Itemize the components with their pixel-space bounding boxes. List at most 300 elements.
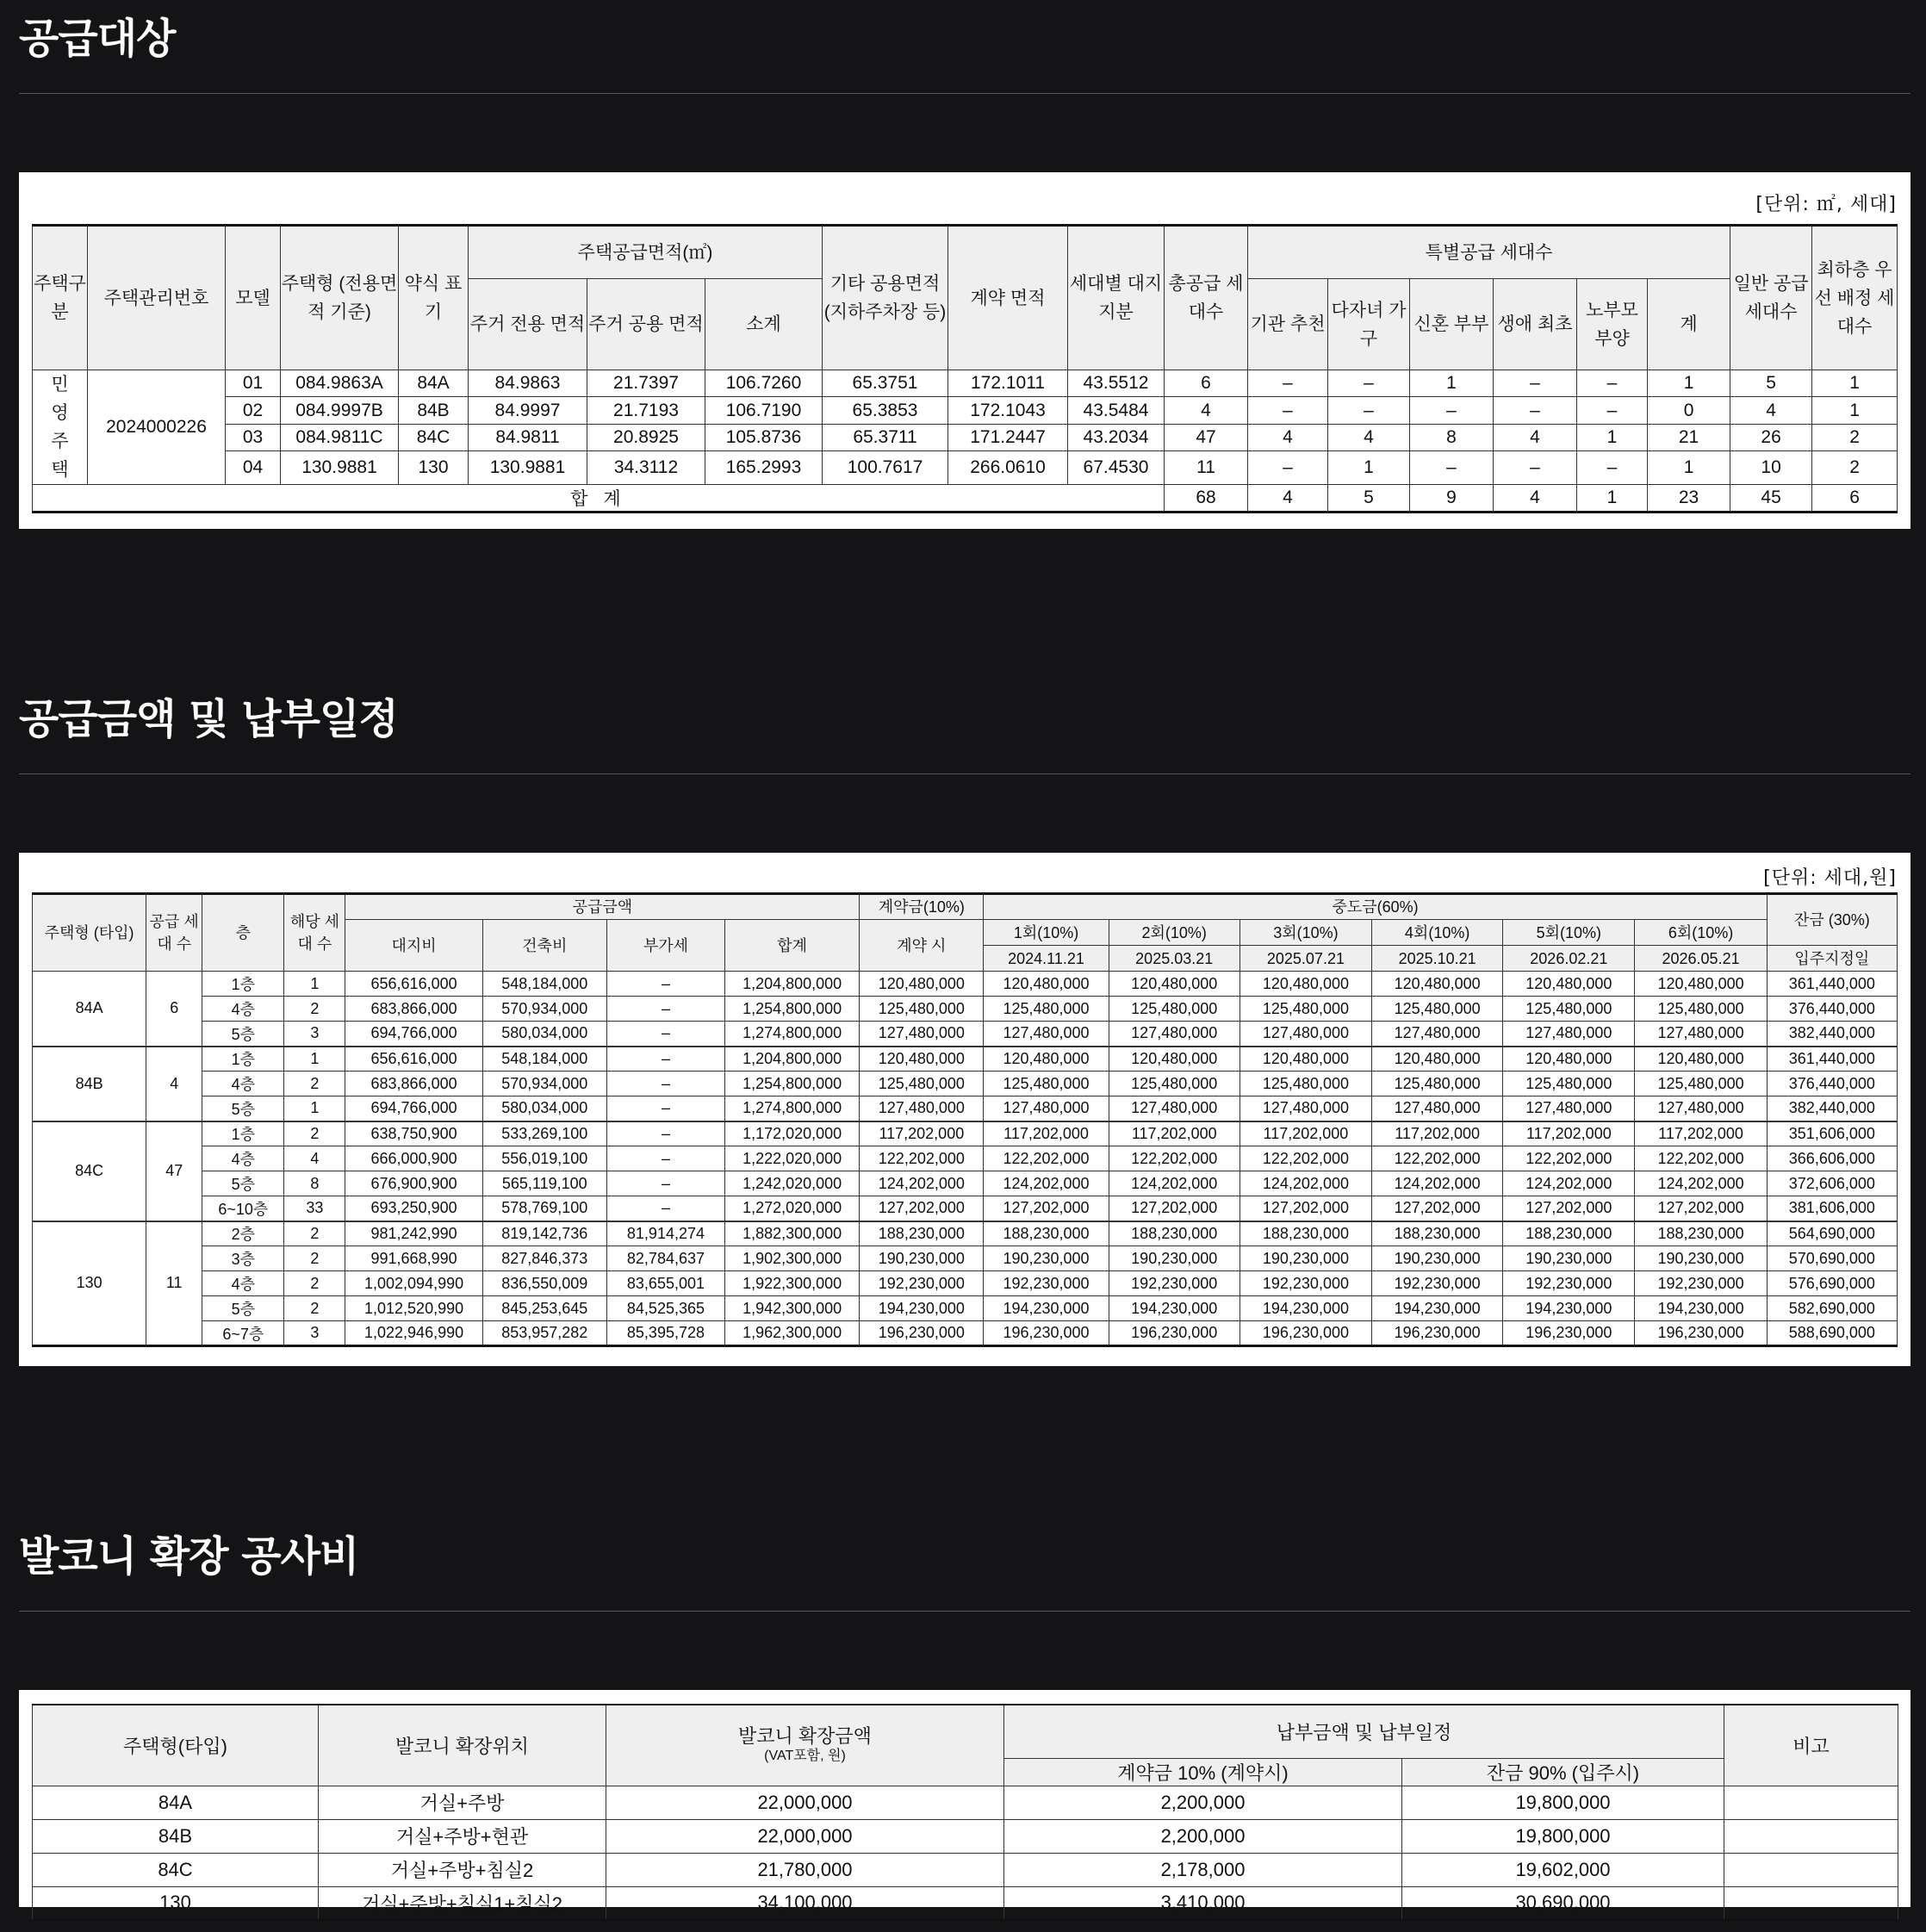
table-cell: 127,480,000	[1635, 1096, 1767, 1121]
table-cell: 192,230,000	[860, 1271, 984, 1296]
table-cell: 981,242,990	[345, 1221, 482, 1246]
header-mgmt-no: 주택관리번호	[88, 226, 226, 370]
table-cell: 196,230,000	[1372, 1321, 1503, 1346]
header-date-3: 2025.07.21	[1239, 946, 1371, 972]
table-cell: 127,480,000	[1503, 1096, 1635, 1121]
table-cell: 5층	[202, 1296, 284, 1321]
table-cell: 122,202,000	[1239, 1146, 1371, 1171]
table-cell: 1,922,300,000	[725, 1271, 860, 1296]
table-cell: 34,100,000	[606, 1886, 1004, 1920]
header-first-time: 생애 최초	[1494, 279, 1577, 370]
header-date-2: 2025.03.21	[1109, 946, 1239, 972]
table-cell: 376,440,000	[1767, 1072, 1897, 1096]
table-cell: –	[606, 1072, 724, 1096]
table-cell: 1	[284, 1047, 345, 1072]
header-middle-payment: 중도금(60%)	[984, 894, 1767, 920]
table-cell: 125,480,000	[1372, 997, 1503, 1022]
header-floor: 층	[202, 894, 284, 972]
header-special-supply: 특별공급 세대수	[1248, 226, 1730, 279]
header-sum: 합계	[725, 920, 860, 972]
table-cell: –	[606, 1047, 724, 1072]
header-land-share: 세대별 대지 지분	[1068, 226, 1165, 370]
table-cell: 366,606,000	[1767, 1146, 1897, 1171]
table-cell: 117,202,000	[1372, 1121, 1503, 1146]
table-cell: 570,934,000	[482, 1072, 606, 1096]
table-cell: 2층	[202, 1221, 284, 1246]
table-cell: 122,202,000	[984, 1146, 1109, 1171]
table-cell: 548,184,000	[482, 1047, 606, 1072]
table-cell: 190,230,000	[860, 1246, 984, 1271]
table-cell: 533,269,100	[482, 1121, 606, 1146]
table-cell: 125,480,000	[1109, 997, 1239, 1022]
table-cell: 1,204,800,000	[725, 1047, 860, 1072]
table-cell: 43.2034	[1068, 424, 1165, 450]
group-label: 민영주택	[33, 370, 88, 485]
table-cell: 188,230,000	[1503, 1221, 1635, 1246]
table-cell: 19,602,000	[1402, 1853, 1724, 1886]
table-cell: 26	[1730, 424, 1812, 450]
header-balance: 잔금 (30%)	[1767, 894, 1897, 946]
units-cell: 4	[146, 1047, 202, 1121]
table-cell: 127,202,000	[1635, 1196, 1767, 1221]
table-row	[33, 1853, 1898, 1886]
table-cell	[1724, 1786, 1898, 1819]
table-cell: 120,480,000	[1503, 972, 1635, 997]
table-cell: 120,480,000	[1372, 1047, 1503, 1072]
table-cell: 1,222,020,000	[725, 1146, 860, 1171]
table-cell: 4	[1494, 424, 1577, 450]
table-cell: 172.1011	[948, 370, 1068, 397]
unit-label: [단위: ㎡, 세대]	[1755, 194, 1897, 215]
table-cell: 2	[284, 1246, 345, 1271]
table-cell: 2	[284, 997, 345, 1022]
table-cell: 1,242,020,000	[725, 1171, 860, 1196]
table-cell: 2	[284, 1072, 345, 1096]
table-cell: 106.7190	[705, 397, 823, 424]
table-cell: –	[606, 1146, 724, 1171]
table-cell: 382,440,000	[1767, 1096, 1897, 1121]
table-cell: 125,480,000	[984, 997, 1109, 1022]
table-cell: 21.7397	[587, 370, 705, 397]
table-cell: 1,274,800,000	[725, 1096, 860, 1121]
table-cell: 188,230,000	[860, 1221, 984, 1246]
table-cell: –	[1494, 370, 1577, 397]
table-cell: 120,480,000	[1372, 972, 1503, 997]
table-cell: 084.9863A	[281, 370, 399, 397]
table-cell: 1,022,946,990	[345, 1321, 482, 1346]
table-cell: 171.2447	[948, 424, 1068, 450]
table-cell: 5층	[202, 1171, 284, 1196]
table-cell: 120,480,000	[1239, 972, 1371, 997]
table-cell: 43.5484	[1068, 397, 1165, 424]
table-cell: 8	[284, 1171, 345, 1196]
table-cell: 거실+주방+침실2	[319, 1853, 606, 1886]
table-cell: 084.9811C	[281, 424, 399, 450]
table-cell: 22,000,000	[606, 1819, 1004, 1853]
table-cell: 192,230,000	[1503, 1271, 1635, 1296]
table-cell: 1,902,300,000	[725, 1246, 860, 1271]
table-cell: 656,616,000	[345, 1047, 482, 1072]
header-total-units: 총공급 세대수	[1165, 226, 1248, 370]
units-cell: 11	[146, 1221, 202, 1346]
type-cell: 84C	[33, 1121, 146, 1221]
table-cell: 194,230,000	[1503, 1296, 1635, 1321]
table-cell: –	[606, 1121, 724, 1146]
table-cell: 100.7617	[823, 451, 948, 485]
table-cell: –	[606, 1022, 724, 1047]
table-cell: 130	[33, 1886, 319, 1920]
header-institution: 기관 추천	[1248, 279, 1328, 370]
table-cell: 1	[1812, 370, 1898, 397]
section-title-balcony: 발코니 확장 공사비	[19, 1532, 359, 1581]
table-cell: 190,230,000	[1372, 1246, 1503, 1271]
table-cell: 676,900,900	[345, 1171, 482, 1196]
table-row	[33, 1271, 1898, 1296]
table-cell: 84,525,365	[606, 1296, 724, 1321]
table-cell: 694,766,000	[345, 1096, 482, 1121]
table-cell: 5층	[202, 1096, 284, 1121]
table-cell: 120,480,000	[1635, 1047, 1767, 1072]
table-cell: 580,034,000	[482, 1096, 606, 1121]
table-cell: 거실+주방+현관	[319, 1819, 606, 1853]
table-cell: 84C	[399, 424, 469, 450]
section-divider	[19, 93, 1910, 94]
table-cell: 127,480,000	[1109, 1022, 1239, 1047]
header-short-name: 약식 표기	[399, 226, 469, 370]
table-cell: 188,230,000	[984, 1221, 1109, 1246]
table-cell: 120,480,000	[984, 1047, 1109, 1072]
type-cell: 84B	[33, 1047, 146, 1121]
mgmt-no: 2024000226	[88, 370, 226, 485]
table-cell: 5층	[202, 1022, 284, 1047]
table-cell: 117,202,000	[984, 1121, 1109, 1146]
table-cell: 1	[1577, 424, 1648, 450]
table-cell: 1층	[202, 972, 284, 997]
table-cell: 556,019,100	[482, 1146, 606, 1171]
total-cell: 68	[1165, 485, 1248, 513]
table-cell: 588,690,000	[1767, 1321, 1897, 1346]
table-cell: 65.3853	[823, 397, 948, 424]
table-cell: 125,480,000	[984, 1072, 1109, 1096]
header-newlywed: 신혼 부부	[1410, 279, 1494, 370]
table-cell: 165.2993	[705, 451, 823, 485]
table-cell: 196,230,000	[1503, 1321, 1635, 1346]
header-other-area: 기타 공용면적 (지하주차장 등)	[823, 226, 948, 370]
table-cell: 196,230,000	[1239, 1321, 1371, 1346]
table-cell: 127,202,000	[984, 1196, 1109, 1221]
table-cell: 19,800,000	[1402, 1786, 1724, 1819]
header-special-total: 계	[1648, 279, 1730, 370]
balcony-panel	[19, 1690, 1910, 1915]
table-cell: 4층	[202, 1146, 284, 1171]
table-cell: 1,962,300,000	[725, 1321, 860, 1346]
table-cell: 22,000,000	[606, 1786, 1004, 1819]
table-cell: 638,750,900	[345, 1121, 482, 1146]
table-row	[33, 1072, 1898, 1096]
table-cell: 188,230,000	[1239, 1221, 1371, 1246]
table-cell: 6~10층	[202, 1196, 284, 1221]
table-cell: 124,202,000	[1635, 1171, 1767, 1196]
table-cell: 1,254,800,000	[725, 1072, 860, 1096]
table-cell: 127,202,000	[1372, 1196, 1503, 1221]
table-cell: 122,202,000	[1503, 1146, 1635, 1171]
table-cell: 120,480,000	[1503, 1047, 1635, 1072]
table-cell: 125,480,000	[1109, 1072, 1239, 1096]
header-date-5: 2026.02.21	[1503, 946, 1635, 972]
table-cell: 1	[1812, 397, 1898, 424]
table-cell: 991,668,990	[345, 1246, 482, 1271]
table-cell: 120,480,000	[1109, 1047, 1239, 1072]
total-cell: 4	[1248, 485, 1328, 513]
header-deposit: 계약금 10% (계약시)	[1004, 1758, 1402, 1786]
table-cell: 43.5512	[1068, 370, 1165, 397]
table-cell: 1	[1328, 451, 1410, 485]
table-cell: 34.3112	[587, 451, 705, 485]
table-cell: –	[606, 1196, 724, 1221]
table-cell: 85,395,728	[606, 1321, 724, 1346]
table-cell: 3,410,000	[1004, 1886, 1402, 1920]
table-cell: 192,230,000	[1109, 1271, 1239, 1296]
table-cell: 5	[1730, 370, 1812, 397]
table-cell: 82,784,637	[606, 1246, 724, 1271]
table-cell: 4	[1730, 397, 1812, 424]
header-general-supply: 일반 공급 세대수	[1730, 226, 1812, 370]
table-cell: 194,230,000	[860, 1296, 984, 1321]
table-cell: 382,440,000	[1767, 1022, 1897, 1047]
table-row	[33, 370, 1898, 397]
table-cell: 125,480,000	[860, 1072, 984, 1096]
table-cell: 120,480,000	[984, 972, 1109, 997]
table-cell: 666,000,900	[345, 1146, 482, 1171]
table-cell: –	[1328, 370, 1410, 397]
table-cell: 105.8736	[705, 424, 823, 450]
table-cell: –	[1494, 397, 1577, 424]
table-cell: 122,202,000	[860, 1146, 984, 1171]
table-cell: 84.9863	[469, 370, 587, 397]
table-cell: 125,480,000	[1503, 997, 1635, 1022]
section-divider	[19, 773, 1910, 774]
table-cell: 127,202,000	[1503, 1196, 1635, 1221]
header-supply-price: 공급금액	[345, 894, 860, 920]
table-cell: 거실+주방+침실1+침실2	[319, 1886, 606, 1920]
table-cell: 20.8925	[587, 424, 705, 450]
header-elderly-parent: 노부모 부양	[1577, 279, 1648, 370]
header-deposit-when: 계약 시	[860, 920, 984, 972]
table-row	[33, 451, 1898, 485]
table-cell: 84B	[399, 397, 469, 424]
table-cell: 1	[1648, 451, 1730, 485]
table-cell: 4	[1248, 424, 1328, 450]
table-cell: 194,230,000	[1635, 1296, 1767, 1321]
table-cell: 576,690,000	[1767, 1271, 1897, 1296]
table-cell: 127,202,000	[1239, 1196, 1371, 1221]
table-cell: 125,480,000	[860, 997, 984, 1022]
table-cell: 4층	[202, 1072, 284, 1096]
table-cell: 1층	[202, 1121, 284, 1146]
table-cell: 83,655,001	[606, 1271, 724, 1296]
table-cell: 4	[1165, 397, 1248, 424]
table-cell: 578,769,100	[482, 1196, 606, 1221]
table-cell: 30,690,000	[1402, 1886, 1724, 1920]
table-cell: 127,480,000	[984, 1022, 1109, 1047]
units-cell: 47	[146, 1121, 202, 1221]
table-row	[33, 1096, 1898, 1121]
header-land-cost: 대지비	[345, 920, 482, 972]
header-middle-1: 1회(10%)	[984, 920, 1109, 946]
table-cell: 124,202,000	[1503, 1171, 1635, 1196]
table-cell: 84A	[399, 370, 469, 397]
table-cell: 65.3711	[823, 424, 948, 450]
table-cell: 130.9881	[281, 451, 399, 485]
table-cell: 3	[284, 1022, 345, 1047]
table-cell: 127,480,000	[1372, 1022, 1503, 1047]
table-cell: 564,690,000	[1767, 1221, 1897, 1246]
table-cell: 11	[1165, 451, 1248, 485]
table-cell: 120,480,000	[860, 1047, 984, 1072]
header-supply-units: 공급 세대 수	[146, 894, 202, 972]
total-cell: 23	[1648, 485, 1730, 513]
table-cell: 196,230,000	[860, 1321, 984, 1346]
header-amount-sub: (VAT포함, 원)	[764, 1749, 846, 1764]
header-note: 비고	[1724, 1705, 1898, 1786]
table-cell: 127,480,000	[984, 1096, 1109, 1121]
table-cell: 4층	[202, 1271, 284, 1296]
table-cell: 192,230,000	[1239, 1271, 1371, 1296]
table-cell: 1,012,520,990	[345, 1296, 482, 1321]
table-cell: 190,230,000	[1239, 1246, 1371, 1271]
table-cell: 836,550,009	[482, 1271, 606, 1296]
table-cell: –	[1248, 370, 1328, 397]
table-cell: 565,119,100	[482, 1171, 606, 1196]
header-shared-area: 주거 공용 면적	[587, 279, 705, 370]
header-balance-when: 입주지정일	[1767, 946, 1897, 972]
table-cell	[1724, 1886, 1898, 1920]
table-row	[33, 1321, 1898, 1346]
type-cell: 84A	[33, 972, 146, 1047]
table-cell: 84B	[33, 1819, 319, 1853]
table-cell: 3층	[202, 1246, 284, 1271]
type-cell: 130	[33, 1221, 146, 1346]
table-cell: 127,202,000	[1109, 1196, 1239, 1221]
table-cell: 65.3751	[823, 370, 948, 397]
table-cell: 127,480,000	[1503, 1022, 1635, 1047]
table-cell: 656,616,000	[345, 972, 482, 997]
table-cell: –	[606, 1096, 724, 1121]
table-cell: 127,480,000	[860, 1096, 984, 1121]
total-cell: 5	[1328, 485, 1410, 513]
table-cell: 3	[284, 1321, 345, 1346]
table-cell: 1,272,020,000	[725, 1196, 860, 1221]
table-cell: 6	[1165, 370, 1248, 397]
table-cell: 853,957,282	[482, 1321, 606, 1346]
table-cell: 127,202,000	[860, 1196, 984, 1221]
table-cell: 21.7193	[587, 397, 705, 424]
table-cell: 117,202,000	[1635, 1121, 1767, 1146]
table-cell: 1,942,300,000	[725, 1296, 860, 1321]
table-cell: 2	[1812, 424, 1898, 450]
table-cell: 0	[1648, 397, 1730, 424]
table-row	[33, 1886, 1898, 1920]
table-cell: 372,606,000	[1767, 1171, 1897, 1196]
balcony-table	[32, 1704, 1898, 1921]
table-cell: 1,002,094,990	[345, 1271, 482, 1296]
table-cell: 4층	[202, 997, 284, 1022]
table-cell: 10	[1730, 451, 1812, 485]
table-row	[33, 972, 1898, 997]
header-model: 모델	[226, 226, 281, 370]
header-supply-area: 주택공급면적(㎡)	[469, 226, 823, 279]
table-cell: 196,230,000	[1109, 1321, 1239, 1346]
table-cell: 21	[1648, 424, 1730, 450]
table-cell: 1,274,800,000	[725, 1022, 860, 1047]
table-cell: 4	[284, 1146, 345, 1171]
units-cell: 6	[146, 972, 202, 1047]
table-cell: 130	[399, 451, 469, 485]
table-row	[33, 1047, 1898, 1072]
header-vat: 부가세	[606, 920, 724, 972]
table-cell	[1724, 1853, 1898, 1886]
table-cell: 124,202,000	[984, 1171, 1109, 1196]
table-cell: 376,440,000	[1767, 997, 1897, 1022]
total-cell: 45	[1730, 485, 1812, 513]
header-location: 발코니 확장위치	[319, 1705, 606, 1786]
table-cell: 1	[1648, 370, 1730, 397]
table-cell: 122,202,000	[1635, 1146, 1767, 1171]
table-cell: –	[606, 997, 724, 1022]
table-cell: 548,184,000	[482, 972, 606, 997]
table-row	[33, 1819, 1898, 1853]
header-date-1: 2024.11.21	[984, 946, 1109, 972]
table-cell: 1층	[202, 1047, 284, 1072]
table-cell: 84.9997	[469, 397, 587, 424]
table-cell: 84A	[33, 1786, 319, 1819]
table-cell: 2,178,000	[1004, 1853, 1402, 1886]
header-middle-3: 3회(10%)	[1239, 920, 1371, 946]
table-cell: 117,202,000	[1239, 1121, 1371, 1146]
table-cell: –	[1410, 451, 1494, 485]
table-cell: –	[1248, 397, 1328, 424]
table-cell: 125,480,000	[1635, 997, 1767, 1022]
table-row	[33, 1022, 1898, 1047]
table-cell: 127,480,000	[1239, 1096, 1371, 1121]
table-cell: 2	[284, 1271, 345, 1296]
header-build-cost: 건축비	[482, 920, 606, 972]
table-cell: 1,204,800,000	[725, 972, 860, 997]
unit-label: [단위: 세대,원]	[1763, 867, 1897, 889]
table-cell: 2,200,000	[1004, 1786, 1402, 1819]
header-deposit: 계약금(10%)	[860, 894, 984, 920]
table-cell: 582,690,000	[1767, 1296, 1897, 1321]
header-middle-4: 4회(10%)	[1372, 920, 1503, 946]
table-cell: 1	[1410, 370, 1494, 397]
table-cell: 127,480,000	[1635, 1022, 1767, 1047]
table-cell: 122,202,000	[1372, 1146, 1503, 1171]
table-cell: 04	[226, 451, 281, 485]
table-cell: 33	[284, 1196, 345, 1221]
header-middle-2: 2회(10%)	[1109, 920, 1239, 946]
table-cell: 117,202,000	[1503, 1121, 1635, 1146]
table-cell: 192,230,000	[984, 1271, 1109, 1296]
header-date-6: 2026.05.21	[1635, 946, 1767, 972]
total-label: 합 계	[33, 485, 1165, 513]
table-cell: 361,440,000	[1767, 972, 1897, 997]
table-cell: 827,846,373	[482, 1246, 606, 1271]
table-cell: 190,230,000	[984, 1246, 1109, 1271]
total-cell: 1	[1577, 485, 1648, 513]
header-exclusive-area: 주거 전용 면적	[469, 279, 587, 370]
table-cell: 361,440,000	[1767, 1047, 1897, 1072]
total-cell: 4	[1494, 485, 1577, 513]
